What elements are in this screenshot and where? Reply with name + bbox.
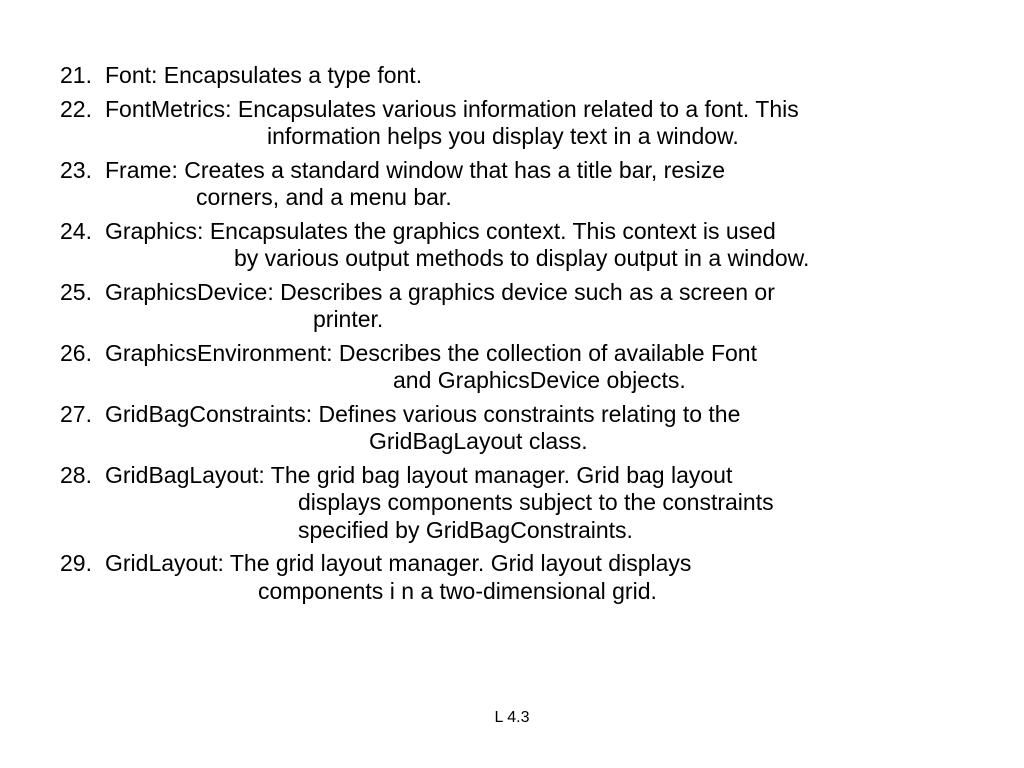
item-line: GridBagConstraints: Defines various constraints relating to the <box>105 400 741 427</box>
item-text <box>105 550 990 605</box>
item-number: 22. <box>60 95 92 122</box>
item-number: 29. <box>60 550 92 576</box>
item-line: information helps you display text in a window. <box>267 123 739 149</box>
item-line: GridBagLayout: The grid bag layout manager. Grid bag layout <box>105 461 733 488</box>
list-item-graphics <box>60 218 990 273</box>
item-number: 26. <box>60 339 92 366</box>
item-line: corners, and a menu bar. <box>196 184 452 210</box>
item-text <box>105 340 990 395</box>
item-line: by various output methods to display output in a window. <box>234 245 810 271</box>
item-text <box>105 96 990 151</box>
item-text <box>105 401 990 456</box>
item-text <box>105 279 990 334</box>
item-text <box>105 62 990 90</box>
item-line: specified by GridBagConstraints. <box>298 516 633 543</box>
item-line: GridLayout: The grid layout manager. Grid layout displays <box>105 550 692 576</box>
slide-item-list <box>60 62 990 611</box>
item-text <box>105 462 990 545</box>
item-line: GraphicsDevice: Describes a graphics device such as a screen or <box>105 278 775 305</box>
list-item-gridbaglayout <box>60 462 990 545</box>
item-text <box>105 218 990 273</box>
item-line: Frame: Creates a standard window that has a title bar, resize <box>105 156 726 183</box>
item-line: printer. <box>313 306 384 332</box>
item-line: and GraphicsDevice objects. <box>393 367 686 393</box>
item-line: displays components subject to the constraints <box>298 489 774 515</box>
list-item-font <box>60 62 990 90</box>
list-item-graphicsdevice <box>60 279 990 334</box>
list-item-gridlayout <box>60 550 990 605</box>
item-line: GridBagLayout class. <box>369 428 588 454</box>
list-item-gridbagconstraints <box>60 401 990 456</box>
item-number: 21. <box>60 62 92 88</box>
list-item-frame <box>60 157 990 212</box>
list-item-fontmetrics <box>60 96 990 151</box>
list-item-graphicsenvironment <box>60 340 990 395</box>
item-text <box>105 157 990 212</box>
item-line: GraphicsEnvironment: Describes the collection of available Font <box>105 339 757 366</box>
item-line: components i n a two-dimensional grid. <box>258 577 657 604</box>
item-line: FontMetrics: Encapsulates various information related to a font. This <box>105 95 799 122</box>
item-number: 25. <box>60 278 92 305</box>
item-number: 27. <box>60 400 92 427</box>
slide-number: L 4.3 <box>494 709 530 726</box>
item-number: 28. <box>60 461 92 488</box>
item-line: Graphics: Encapsulates the graphics context. This context is used <box>105 217 776 244</box>
item-line: Font: Encapsulates a type font. <box>105 62 423 88</box>
item-number: 24. <box>60 217 92 244</box>
item-number: 23. <box>60 156 92 183</box>
